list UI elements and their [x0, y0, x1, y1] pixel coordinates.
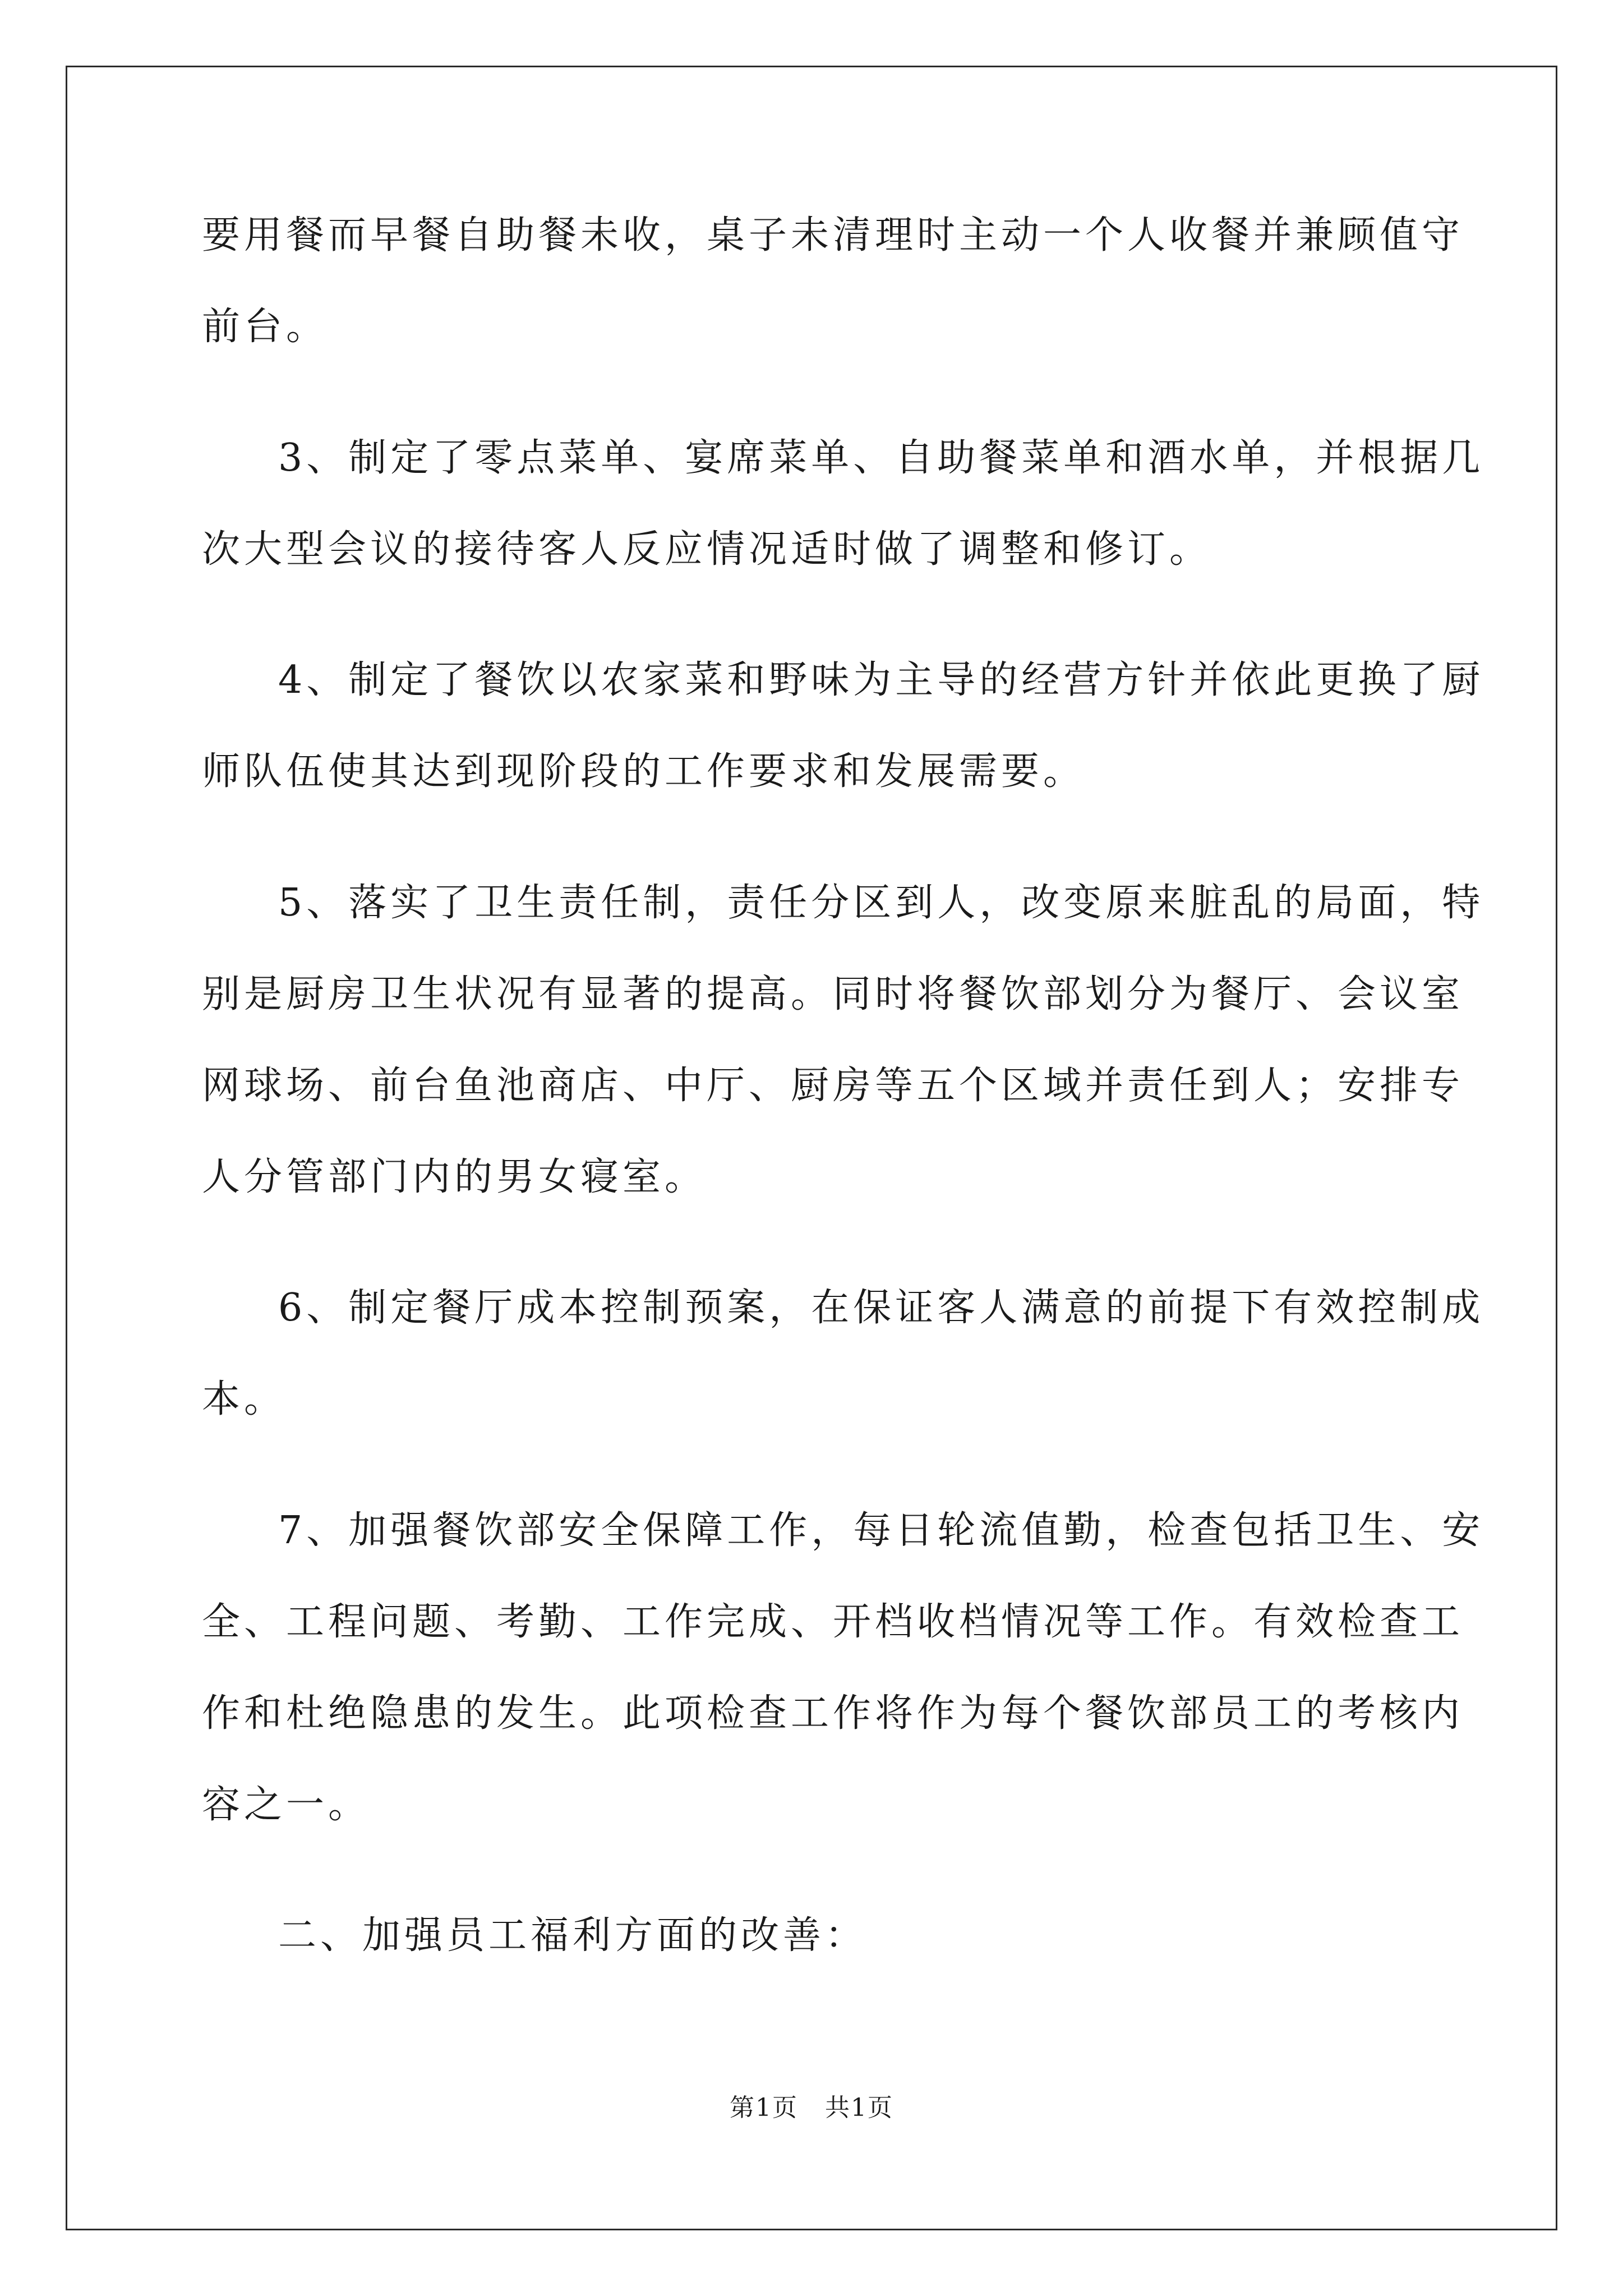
- page-total: 共1页: [825, 2093, 893, 2122]
- page-footer: [0, 2091, 1623, 2125]
- paragraph-line: 全、工程问题、考勤、工作完成、开档收档情况等工作。有效检查工: [202, 1600, 1464, 1644]
- paragraph-line: 前台。: [202, 305, 329, 349]
- paragraph-line: 次大型会议的接待客人反应情况适时做了调整和修订。: [202, 527, 1212, 572]
- paragraph-line: 作和杜绝隐患的发生。此项检查工作将作为每个餐饮部员工的考核内: [202, 1691, 1464, 1736]
- paragraph-line: 要用餐而早餐自助餐未收，桌子未清理时主动一个人收餐并兼顾值守: [202, 213, 1464, 257]
- paragraph-line: 7、加强餐饮部安全保障工作，每日轮流值勤，检查包括卫生、安: [278, 1508, 1484, 1553]
- paragraph-line: 别是厨房卫生状况有显著的提高。同时将餐饮部划分为餐厅、会议室: [202, 972, 1464, 1016]
- paragraph-line: 师队伍使其达到现阶段的工作要求和发展需要。: [202, 749, 1086, 794]
- paragraph-line: 6、制定餐厅成本控制预案，在保证客人满意的前提下有效控制成: [278, 1286, 1484, 1330]
- paragraph-line: 3、制定了零点菜单、宴席菜单、自助餐菜单和酒水单，并根据几: [278, 436, 1484, 480]
- paragraph-line: 4、制定了餐饮以农家菜和野味为主导的经营方针并依此更换了厨: [278, 658, 1484, 702]
- page-number: 第1页: [730, 2093, 798, 2122]
- section-heading: 二、加强员工福利方面的改善：: [278, 1913, 868, 1958]
- paragraph-line: 本。: [202, 1377, 287, 1421]
- paragraph-line: 5、落实了卫生责任制，责任分区到人，改变原来脏乱的局面，特: [278, 881, 1484, 925]
- paragraph-line: 容之一。: [202, 1783, 371, 1827]
- paragraph-line: 人分管部门内的男女寝室。: [202, 1155, 707, 1199]
- paragraph-line: 网球场、前台鱼池商店、中厅、厨房等五个区域并责任到人；安排专: [202, 1064, 1464, 1108]
